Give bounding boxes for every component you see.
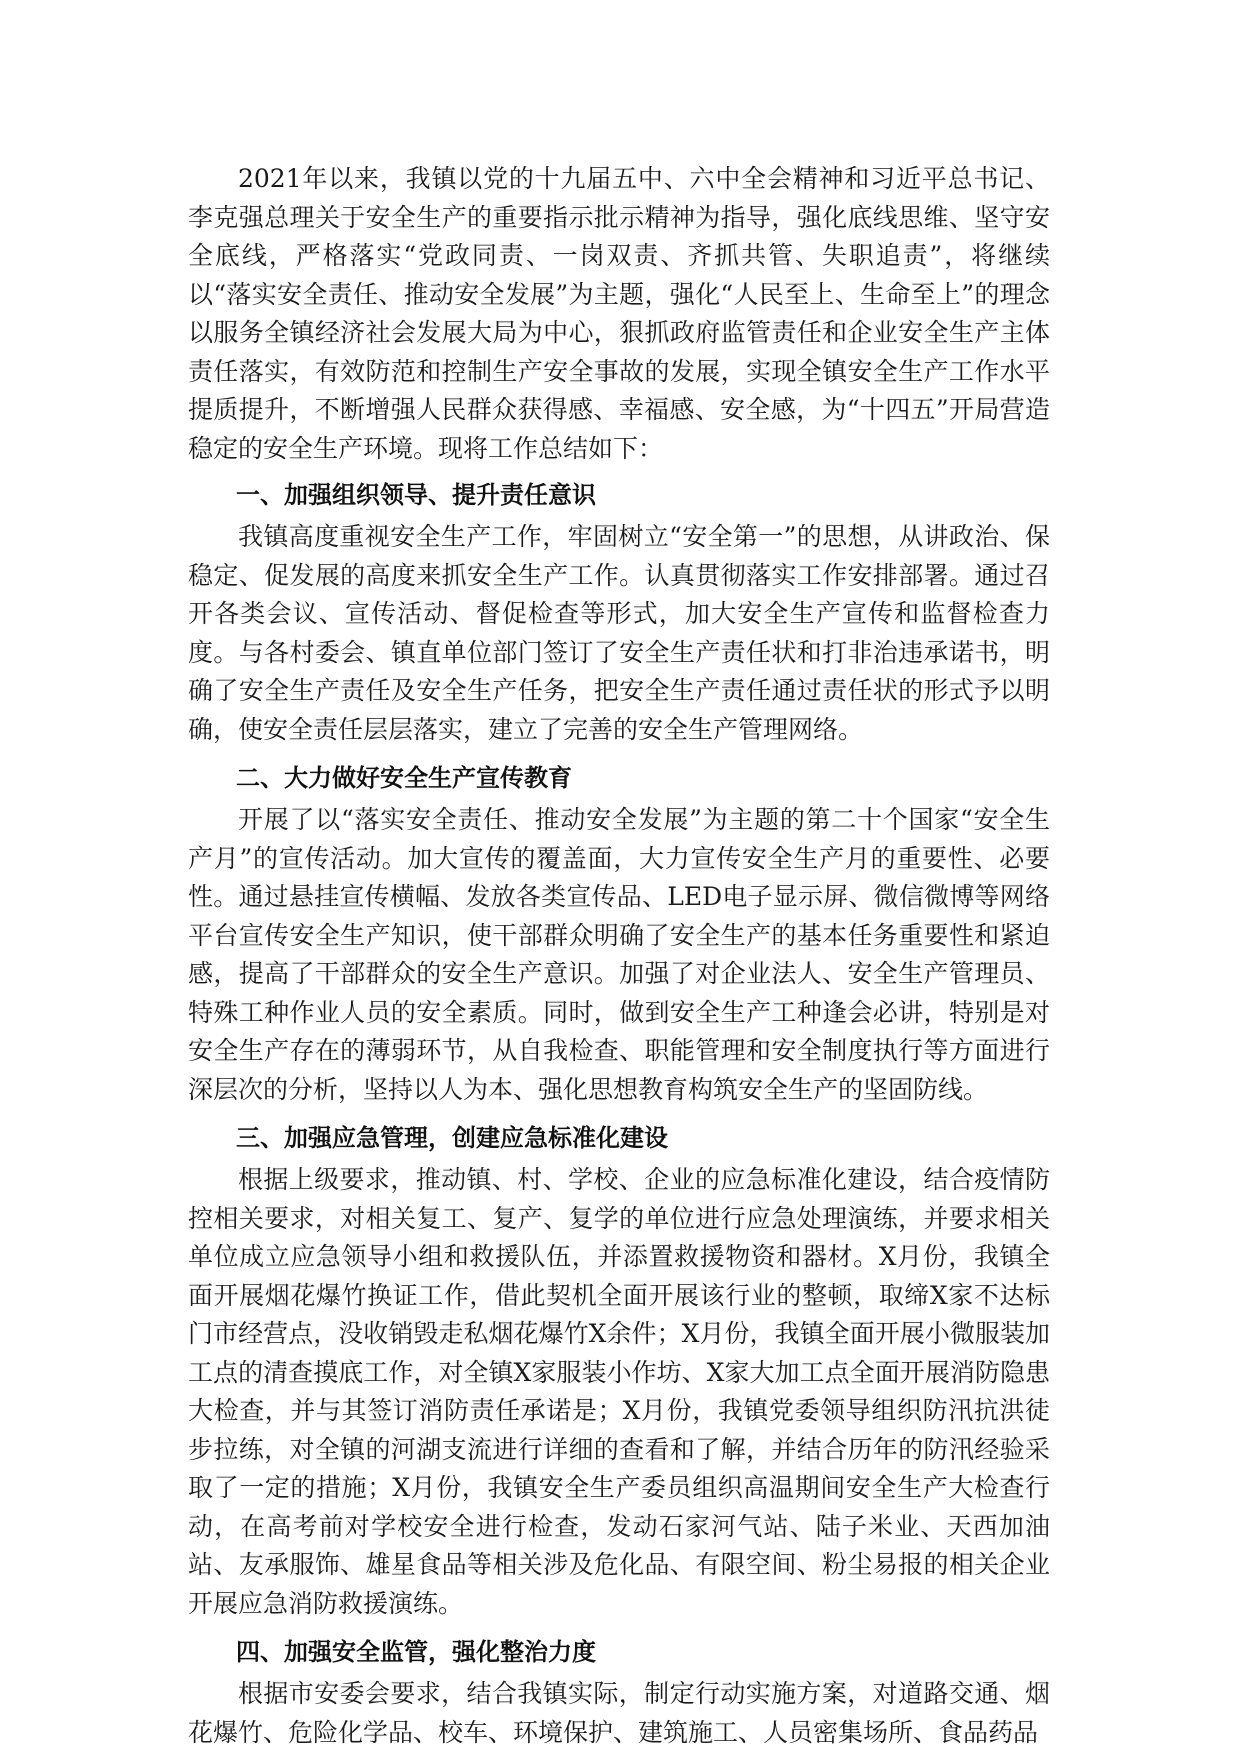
section-4 [188, 1633, 1050, 1752]
section-1 [188, 476, 1050, 749]
section-paragraph: 根据市安委会要求，结合我镇实际，制定行动实施方案，对道路交通、烟花爆竹、危险化学品、校车、环境保护、建筑施工、人员密集场所、食品药品 [188, 1679, 1050, 1747]
intro-paragraph: 2021年以来，我镇以党的十九届五中、六中全会精神和习近平总书记、李克强总理关于安全生产的重要指示批示精神为指导，强化底线思维、坚守安全底线，严格落实“党政同责、一岗双责、齐抓共管、失职追责”，将继续以“落实安全责任、推动安全发展”为主题，强化“人民至上、生命至上”的理念以服务全镇经济社会发展大局为中心，狠抓政府监管责任和企业安全生产主体责任落实，有效防范和控制生产安全事故的发展，实现全镇安全生产工作水平提质提升，不断增强人民群众获得感、幸福感、安全感，为“十四五”开局营造稳定的安全生产环境。现将工作总结如下： [188, 164, 1050, 463]
section-2 [188, 759, 1050, 1109]
section-paragraph: 开展了以“落实安全责任、推动安全发展”为主题的第二十个国家“安全生产月”的宣传活动。加大宣传的覆盖面，大力宣传安全生产月的重要性、必要性。通过悬挂宣传横幅、发放各类宣传品、LED电子显示屏、微信微博等网络平台宣传安全生产知识，使干部群众明确了安全生产的基本任务重要性和紧迫感，提高了干部群众的安全生产意识。加强了对企业法人、安全生产管理员、特殊工种作业人员的安全素质。同时，做到安全生产工种逢会必讲，特别是对安全生产存在的薄弱环节，从自我检查、职能管理和安全制度执行等方面进行深层次的分析，坚持以人为本、强化思想教育构筑安全生产的坚固防线。 [188, 805, 1050, 1104]
section-heading: 一、加强组织领导、提升责任意识 [236, 481, 596, 509]
section-heading: 四、加强安全监管，强化整治力度 [236, 1638, 596, 1666]
section-paragraph: 我镇高度重视安全生产工作，牢固树立“安全第一”的思想，从讲政治、保稳定、促发展的高度来抓安全生产工作。认真贯彻落实工作安排部署。通过召开各类会议、宣传活动、督促检查等形式，加大安全生产宣传和监督检查力度。与各村委会、镇直单位部门签订了安全生产责任状和打非治违承诺书，明确了安全生产责任及安全生产任务，把安全生产责任通过责任状的形式予以明确，使安全责任层层落实，建立了完善的安全生产管理网络。 [188, 522, 1050, 744]
section-heading: 三、加强应急管理，创建应急标准化建设 [236, 1124, 668, 1152]
section-3 [188, 1119, 1050, 1623]
document-body [188, 160, 1050, 1752]
section-paragraph: 根据上级要求，推动镇、村、学校、企业的应急标准化建设，结合疫情防控相关要求，对相关复工、复产、复学的单位进行应急处理演练，并要求相关单位成立应急领导小组和救援队伍，并添置救援物资和器材。X月份，我镇全面开展烟花爆竹换证工作，借此契机全面开展该行业的整顿，取缔X家不达标门市经营点，没收销毁走私烟花爆竹X余件；X月份，我镇全面开展小微服装加工点的清查摸底工作，对全镇X家服装小作坊、X家大加工点全面开展消防隐患大检查，并与其签订消防责任承诺是；X月份，我镇党委领导组织防汛抗洪徒步拉练，对全镇的河湖支流进行详细的查看和了解，并结合历年的防汛经验采取了一定的措施；X月份，我镇安全生产委员组织高温期间安全生产大检查行动，在高考前对学校安全进行检查，发动石家河气站、陆子米业、天西加油站、友承服饰、雄星食品等相关涉及危化品、有限空间、粉尘易报的相关企业开展应急消防救援演练。 [188, 1165, 1050, 1618]
section-heading: 二、大力做好安全生产宣传教育 [236, 764, 572, 792]
